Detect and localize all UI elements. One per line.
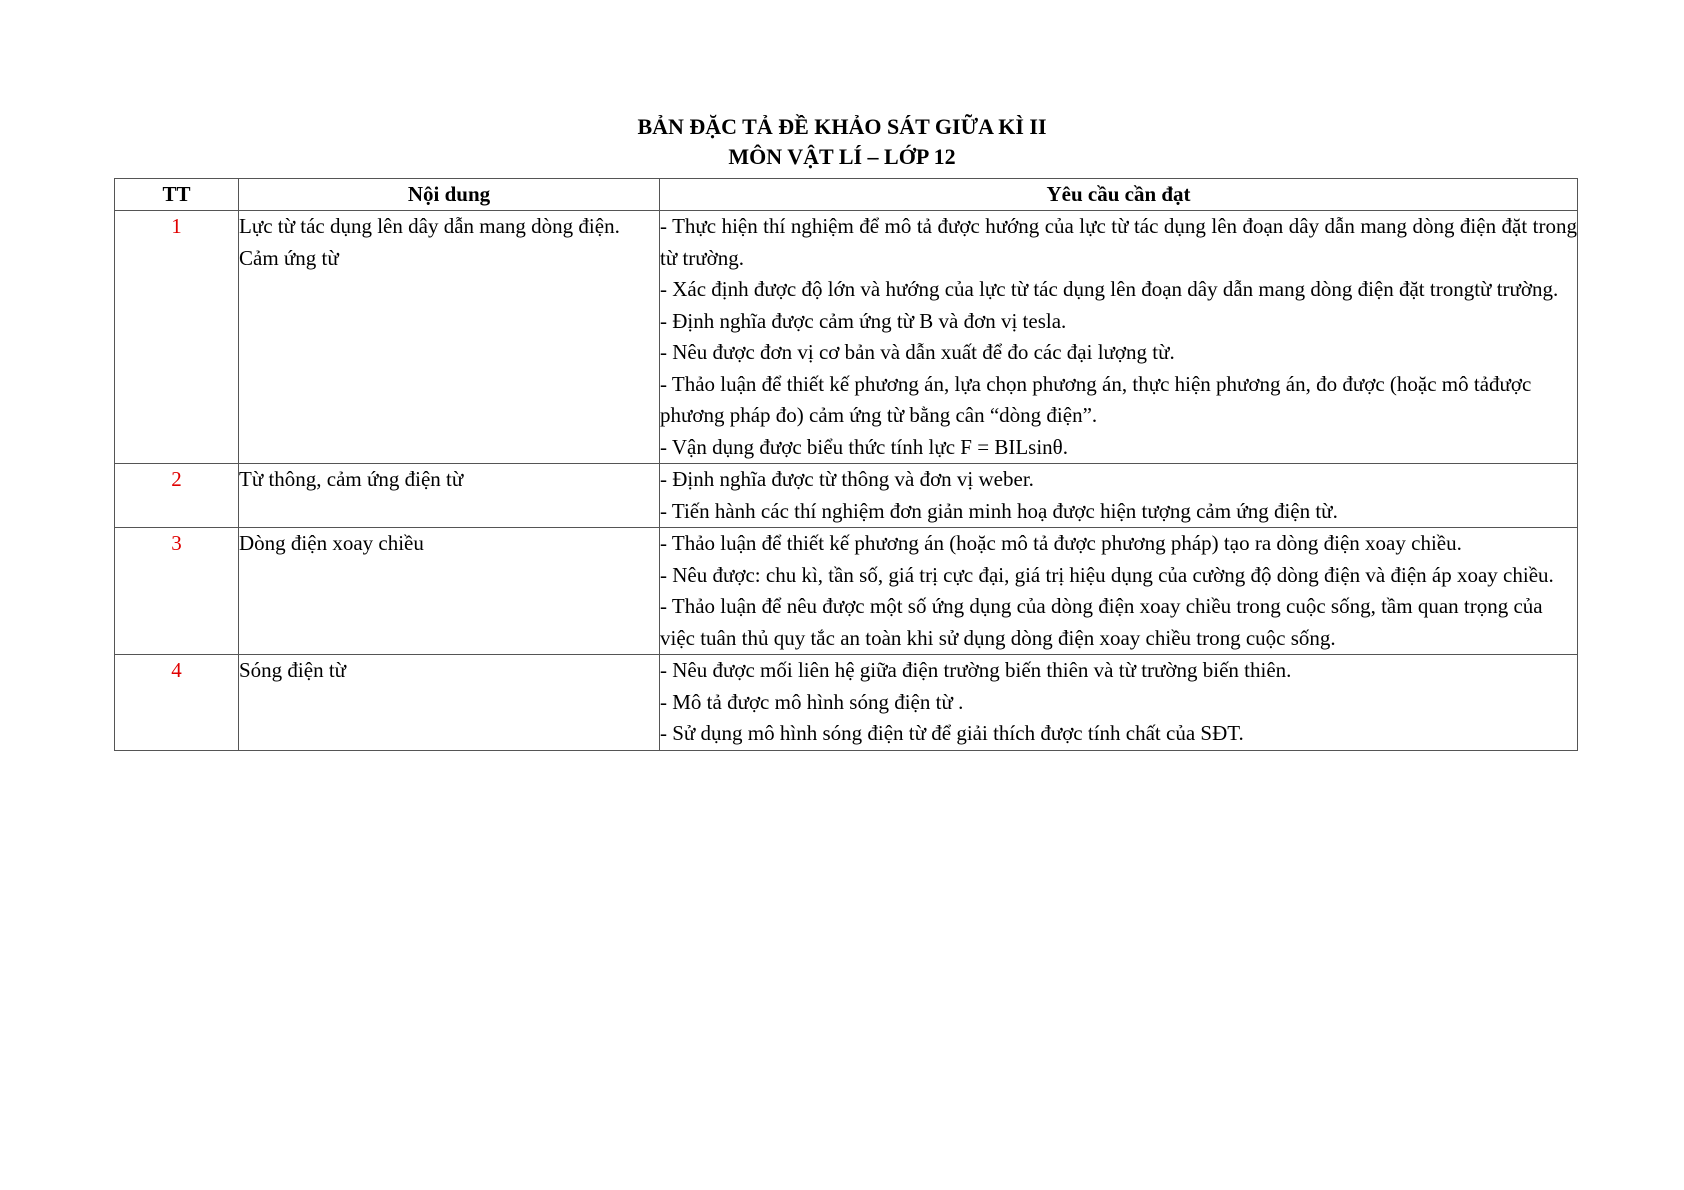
row-content: Dòng điện xoay chiều bbox=[239, 528, 660, 655]
requirement-item: - Vận dụng được biểu thức tính lực F = BILsinθ. bbox=[660, 434, 1068, 459]
table-row bbox=[115, 528, 1578, 655]
row-requirements bbox=[660, 211, 1578, 464]
header-content: Nội dung bbox=[239, 179, 660, 211]
header-tt: TT bbox=[115, 179, 239, 211]
row-number: 2 bbox=[115, 464, 239, 528]
row-content: Từ thông, cảm ứng điện từ bbox=[239, 464, 660, 528]
row-number: 4 bbox=[115, 655, 239, 751]
requirement-item: - Nêu được mối liên hệ giữa điện trường biến thiên và từ trường biến thiên. bbox=[660, 658, 1292, 682]
row-requirements bbox=[660, 464, 1578, 528]
requirement-item: - Nêu được đơn vị cơ bản và dẫn xuất để đo các đại lượng từ. bbox=[660, 340, 1175, 364]
row-content: Lực từ tác dụng lên dây dẫn mang dòng điện. Cảm ứng từ bbox=[239, 211, 660, 464]
specification-table bbox=[114, 178, 1578, 751]
requirement-item: - Xác định được độ lớn và hướng của lực từ tác dụng lên đoạn dây dẫn mang dòng điện đặt trongtừ trường. bbox=[660, 277, 1559, 301]
requirement-item: - Thực hiện thí nghiệm để mô tả được hướng của lực từ tác dụng lên đoạn dây dẫn mang dòng điện đặt trong từ trường. bbox=[660, 214, 1577, 270]
title-line-2: MÔN VẬT LÍ – LỚP 12 bbox=[728, 144, 956, 169]
row-requirements bbox=[660, 655, 1578, 751]
row-requirements bbox=[660, 528, 1578, 655]
requirement-item: - Thảo luận để thiết kế phương án (hoặc mô tả được phương pháp) tạo ra dòng điện xoay chiều. bbox=[660, 531, 1462, 555]
requirement-item: - Thảo luận để thiết kế phương án, lựa chọn phương án, thực hiện phương án, đo được (hoặc mô tảđược phương pháp đo) cảm ứng từ bằng cân “dòng điện”. bbox=[660, 371, 1532, 427]
table-row bbox=[115, 655, 1578, 751]
document-title bbox=[0, 112, 1684, 172]
table-row bbox=[115, 211, 1578, 464]
requirement-item: - Sử dụng mô hình sóng điện từ để giải thích được tính chất của SĐT. bbox=[660, 721, 1244, 745]
requirement-item: - Tiến hành các thí nghiệm đơn giản minh hoạ được hiện tượng cảm ứng điện từ. bbox=[660, 498, 1338, 523]
title-line-1: BẢN ĐẶC TẢ ĐỀ KHẢO SÁT GIỮA KÌ II bbox=[637, 114, 1047, 139]
row-number: 1 bbox=[115, 211, 239, 464]
row-content: Sóng điện từ bbox=[239, 655, 660, 751]
header-requirements: Yêu cầu cần đạt bbox=[660, 179, 1578, 211]
table-row bbox=[115, 464, 1578, 528]
row-number: 3 bbox=[115, 528, 239, 655]
requirement-item: - Mô tả được mô hình sóng điện từ . bbox=[660, 689, 964, 714]
requirement-item: - Nêu được: chu kì, tần số, giá trị cực đại, giá trị hiệu dụng của cường độ dòng điện và điện áp xoay chiều. bbox=[660, 562, 1554, 587]
requirement-item: - Thảo luận để nêu được một số ứng dụng của dòng điện xoay chiều trong cuộc sống, tầm quan trọng của việc tuân thủ quy tắc an toàn khi sử dụng dòng điện xoay chiều trong cuộc sống. bbox=[660, 594, 1543, 650]
requirement-item: - Định nghĩa được cảm ứng từ B và đơn vị tesla. bbox=[660, 308, 1067, 333]
table-header-row bbox=[115, 179, 1578, 211]
requirement-item: - Định nghĩa được từ thông và đơn vị weber. bbox=[660, 467, 1034, 491]
